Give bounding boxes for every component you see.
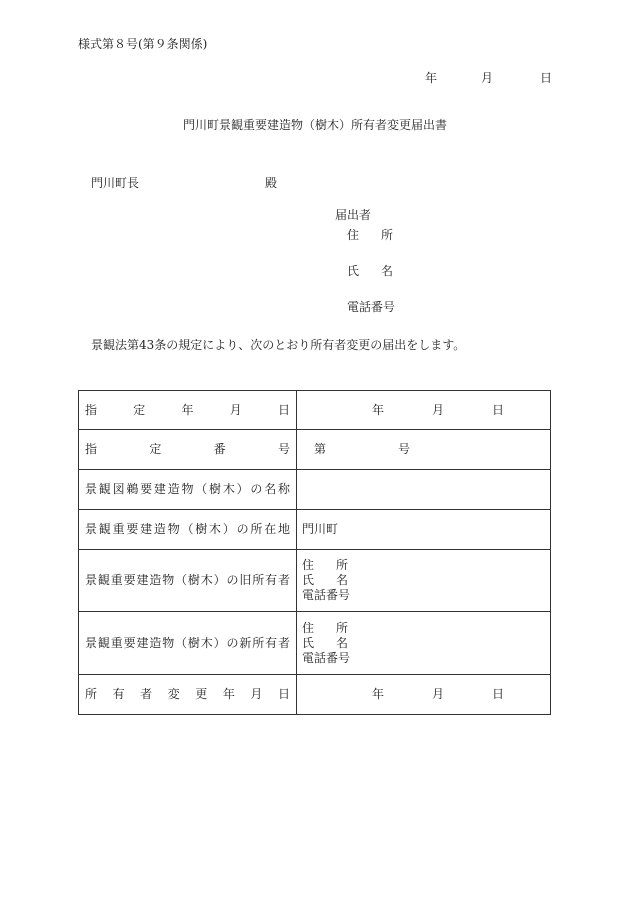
form-number: 様式第８号(第９条関係) — [78, 37, 208, 51]
table-label-cell — [79, 550, 297, 612]
table-label-cell — [79, 612, 297, 675]
owner-phone-label: 電話番号 — [302, 650, 351, 665]
value-month-label: 月 — [432, 687, 445, 701]
table-label-cell — [79, 391, 297, 430]
row-label: 所有者変更年月日 — [85, 687, 290, 701]
addressee-honorific: 殿 — [265, 176, 278, 190]
table-value-cell — [297, 391, 551, 430]
row-label: 指定年月日 — [85, 402, 290, 417]
addressee-name: 門川町長 — [91, 176, 140, 190]
owner-address-label: 住所 — [302, 558, 348, 572]
table-value-cell — [297, 612, 551, 675]
table-value-cell — [297, 675, 551, 715]
value-month-label: 月 — [432, 402, 445, 417]
table-label-cell — [79, 470, 297, 510]
date-month-label: 月 — [481, 71, 494, 85]
table-row-old-owner — [79, 550, 551, 612]
applicant-name-label: 氏名 — [347, 264, 393, 278]
table-row-location — [79, 510, 551, 550]
table-label-cell — [79, 430, 297, 470]
owner-phone-label: 電話番号 — [302, 588, 351, 602]
table-value-cell — [297, 550, 551, 612]
applicant-phone-label: 電話番号 — [347, 300, 396, 314]
table-row-change-date — [79, 675, 551, 715]
row-label: 景観重要建造物（樹木）の所在地 — [85, 522, 290, 536]
table-row-new-owner — [79, 612, 551, 675]
table-label-cell — [79, 510, 297, 550]
value-year-label: 年 — [372, 402, 385, 417]
applicant-address-label: 住所 — [347, 228, 393, 242]
owner-name-label: 氏名 — [302, 635, 348, 650]
row-label: 景観重要建造物（樹木）の旧所有者 — [85, 573, 290, 587]
row-label: 景観図鵜要建造物（樹木）の名称 — [85, 482, 290, 496]
table-value-cell — [297, 430, 551, 470]
table-row-designation-number — [79, 430, 551, 470]
value-day-label: 日 — [492, 402, 505, 417]
body-text: 景観法第43条の規定により、次のとおり所有者変更の届出をします。 — [91, 338, 466, 352]
row-label: 指定番号 — [85, 442, 290, 456]
table-value-cell — [297, 470, 551, 510]
form-table — [78, 390, 551, 715]
table-row-designation-date — [79, 391, 551, 430]
row-label: 景観重要建造物（樹木）の新所有者 — [85, 635, 290, 650]
document-title: 門川町景観重要建造物（樹木）所有者変更届出書 — [182, 118, 447, 132]
applicant-heading: 届出者 — [335, 208, 372, 222]
table-label-cell — [79, 675, 297, 715]
value-suffix-label: 号 — [398, 442, 411, 456]
date-year-label: 年 — [425, 71, 438, 85]
table-value-cell: 門川町 — [297, 510, 551, 550]
owner-name-label: 氏名 — [302, 573, 348, 587]
value-year-label: 年 — [372, 687, 385, 701]
table-row-name — [79, 470, 551, 510]
owner-address-label: 住所 — [302, 620, 348, 635]
date-day-label: 日 — [540, 71, 553, 85]
value-day-label: 日 — [492, 687, 505, 701]
value-prefix-label: 第 — [314, 442, 327, 456]
